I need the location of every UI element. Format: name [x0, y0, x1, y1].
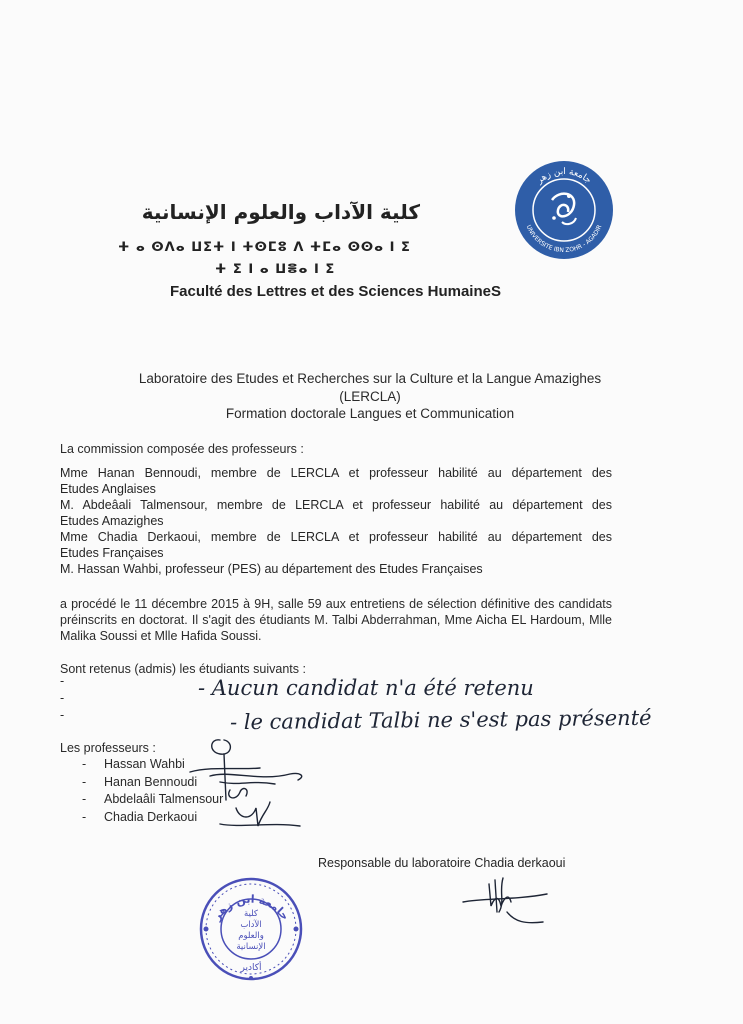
- arabic-faculty-name: كلية الآداب والعلوم الإنسانية: [141, 200, 420, 224]
- tifinagh-line-2: ⵜ ⵉ ⵏ ⴰ ⵡⴻⴰ ⵏ ⵉ: [215, 262, 336, 277]
- dash: -: [60, 674, 65, 688]
- university-seal: [514, 160, 614, 260]
- list-item: - Chadia Derkaoui: [82, 809, 198, 824]
- procedure-paragraph: a procédé le 11 décembre 2015 à 9H, salle 59 aux entretiens de sélection définitive des candidats préinscrits en doctorat. Il s'agit des étudiants M. Talbi Abderrahman, Mme Aicha EL Hardoum, Mlle Malika Soussi et Mlle Hafida Soussi.: [60, 597, 612, 643]
- list-item: - Abdelaâli Talmensour: [82, 792, 224, 806]
- dash: -: [60, 708, 65, 722]
- lab-name: Laboratoire des Etudes et Recherches sur la Culture et la Langue Amazighes: [138, 371, 602, 386]
- member-department: Etudes Anglaises: [60, 482, 156, 496]
- retained-dash-list: [60, 673, 64, 724]
- lab-acronym: (LERCLA): [339, 389, 401, 404]
- doctoral-program: Formation doctorale Langues et Communication: [225, 406, 515, 421]
- professor-name: Hanan Bennoudi: [104, 774, 198, 789]
- stamp-bottom-text: أكادير: [240, 963, 262, 973]
- faculty-name: Faculté des Lettres et des Sciences HumaineS: [170, 283, 501, 300]
- member-line: Mme Chadia Derkaoui, membre de LERCLA et professeur habilité au département des: [60, 530, 612, 544]
- member-department: Etudes Françaises: [60, 546, 164, 560]
- member-entry: [60, 529, 612, 561]
- member-entry: [60, 465, 612, 497]
- professor-name: Hassan Wahbi: [104, 757, 185, 771]
- commission-intro: La commission composée des professeurs :: [60, 442, 304, 456]
- member-department: Etudes Amazighes: [60, 514, 164, 528]
- stamp-center-line: الآداب: [240, 920, 262, 930]
- responsible-signature: [455, 872, 555, 937]
- seal-arabic-arc: جامعة ابن زهر: [534, 166, 594, 186]
- handwritten-note-1: - Aucun candidat n'a été retenu: [198, 676, 534, 700]
- member-line: Mme Hanan Bennoudi, membre de LERCLA et professeur habilité au département des: [60, 466, 612, 480]
- professor-name: Chadia Derkaoui: [104, 809, 198, 824]
- member-line: M. Hassan Wahbi, professeur (PES) au département des Etudes Françaises: [60, 562, 483, 576]
- faculty-stamp: [196, 874, 306, 984]
- member-entry: [60, 497, 612, 529]
- member-entry: [60, 561, 612, 577]
- member-line: M. Abdeâali Talmensour, membre de LERCLA et professeur habilité au département des: [60, 498, 612, 512]
- stamp-center-line: كلية: [244, 909, 258, 919]
- stamp-center-line: الإنسانية: [236, 942, 266, 952]
- professor-signatures: [180, 730, 320, 840]
- professors-title: Les professeurs :: [60, 741, 156, 755]
- lab-responsible: Responsable du laboratoire Chadia derkaoui: [318, 856, 566, 870]
- retained-intro: Sont retenus (admis) les étudiants suivants :: [60, 662, 306, 676]
- stamp-arabic-arc: جامعة ابن زهر: [210, 892, 292, 923]
- tifinagh-line-1: ⵜ ⴰ ⵙⴷⴰ ⵡⵉⵜ ⵏ ⵜⵙⵎⵓ ⴷ ⵜⵎⴰ ⵙⵙⴰ ⵏ ⵉ: [118, 240, 411, 255]
- list-item: - Hassan Wahbi: [82, 757, 185, 771]
- dash: -: [60, 691, 65, 705]
- seal-latin-arc: UNIVERSITE IBN ZOHR - AGADIR: [524, 223, 604, 255]
- handwritten-note-2: - le candidat Talbi ne s'est pas présenté: [229, 705, 652, 735]
- list-item: - Hanan Bennoudi: [82, 774, 198, 789]
- stamp-center-line: والعلوم: [238, 931, 264, 941]
- professor-name: Abdelaâli Talmensour: [104, 792, 224, 806]
